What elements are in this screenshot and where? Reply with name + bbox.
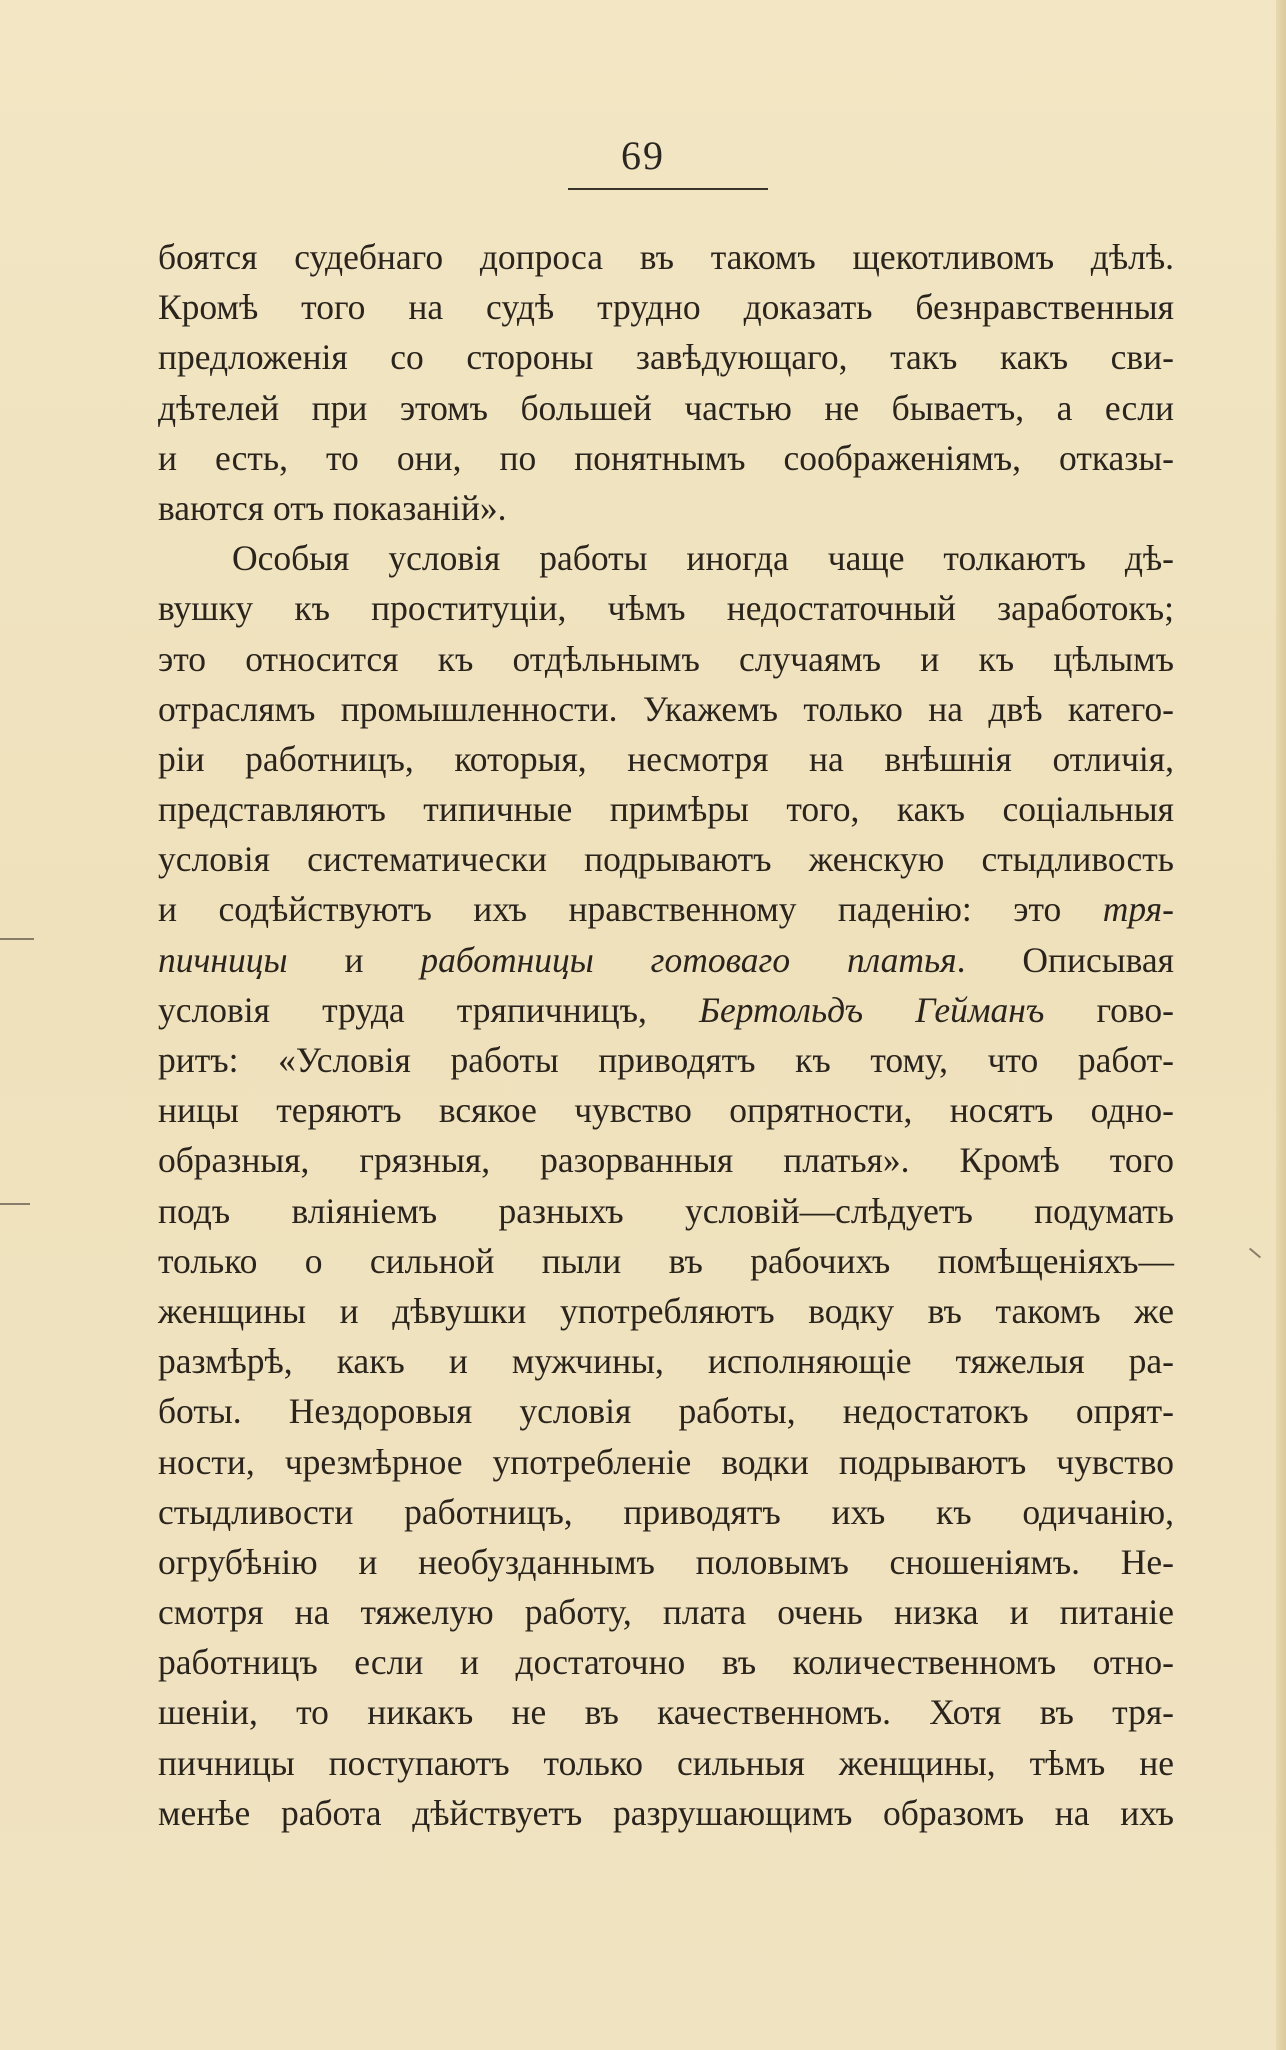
text-span: условія труда тряпичницъ, [158,989,700,1030]
text-line [158,684,1174,734]
text-line [158,884,1174,934]
body-text [158,232,1174,1838]
text-span: стыдливости работницъ, приводятъ ихъ къ одичанію, [158,1491,1174,1532]
text-line [158,1236,1174,1286]
text-span: образныя, грязныя, разорванныя платья». Кромѣ того [158,1140,1174,1181]
text-span: ріи работницъ, которыя, несмотря на внѣшнія отличія, [158,738,1174,779]
text-span: вушку къ проституціи, чѣмъ недостаточный заработокъ; [158,588,1174,629]
page-number: 69 [621,133,665,178]
text-line [158,935,1174,985]
text-line [158,1738,1174,1788]
text-span: размѣрѣ, какъ и мужчины, исполняющіе тяжелыя ра- [158,1341,1174,1382]
text-line [158,634,1174,684]
text-line [158,985,1174,1035]
text-line [158,1788,1174,1838]
text-line [158,1687,1174,1737]
text-span: Кромѣ того на судѣ трудно доказать безнравственныя [158,287,1174,328]
italic-span: работницы готоваго платья [420,939,957,980]
text-line [158,1587,1174,1637]
text-line [158,433,1174,483]
text-line [158,1487,1174,1537]
text-line [158,232,1174,282]
text-span: это относится къ отдѣльнымъ случаямъ и къ цѣлымъ [158,638,1174,679]
text-span: и есть, то они, по понятнымъ соображеніямъ, отказы- [158,437,1174,478]
text-line [158,784,1174,834]
text-span: подъ вліяніемъ разныхъ условій—слѣдуетъ подумать [158,1190,1174,1231]
text-span: пичницы поступаютъ только сильныя женщины, тѣмъ не [158,1742,1174,1783]
text-span: боты. Нездоровыя условія работы, недостатокъ опрят- [158,1391,1174,1432]
text-span: Особыя условія работы иногда чаще толкаютъ дѣ- [232,538,1174,579]
text-line [158,1537,1174,1587]
text-span: гово- [1044,989,1174,1030]
text-span: представляютъ типичные примѣры того, какъ соціальныя [158,789,1174,830]
header-rule [568,188,768,190]
text-line [158,734,1174,784]
text-span: смотря на тяжелую работу, плата очень низка и питаніе [158,1592,1174,1633]
margin-mark [1249,1248,1261,1259]
text-span: ритъ: «Условія работы приводятъ къ тому, что работ- [158,1040,1174,1080]
text-line [158,1437,1174,1487]
margin-mark [0,938,34,940]
text-span: менѣе работа дѣйствуетъ разрушающимъ образомъ на ихъ [158,1792,1174,1833]
text-span: предложенія со стороны завѣдующаго, такъ какъ сви- [158,337,1174,378]
text-line [158,282,1174,332]
italic-span: пичницы [158,939,288,980]
italic-span: тря- [1102,889,1174,930]
text-line [158,1286,1174,1336]
text-line [158,1186,1174,1236]
text-line [158,383,1174,433]
text-span: шеніи, то никакъ не въ качественномъ. Хотя въ тря- [158,1692,1174,1733]
text-line [158,834,1174,884]
text-span: боятся судебнаго допроса въ такомъ щекотливомъ дѣлѣ. [158,237,1174,277]
margin-mark [0,1203,30,1205]
text-line [158,1637,1174,1687]
text-line [158,533,1174,583]
text-span: женщины и дѣвушки употребляютъ водку въ такомъ же [158,1290,1174,1331]
text-span: и содѣйствуютъ ихъ нравственному паденію: это [158,889,1103,930]
text-span: отраслямъ промышленности. Укажемъ только на двѣ катего- [158,688,1174,729]
text-line [158,1135,1174,1185]
italic-span: Бертольдъ Гейманъ [699,989,1045,1030]
text-span: и [287,939,421,980]
text-line [158,1085,1174,1135]
text-span: работницъ если и достаточно въ количественномъ отно- [158,1642,1174,1683]
text-span: ницы теряютъ всякое чувство опрятности, носятъ одно- [158,1090,1174,1131]
text-line [158,483,1174,533]
text-span: ности, чрезмѣрное употребленіе водки подрываютъ чувство [158,1441,1174,1482]
text-span: только о сильной пыли въ рабочихъ помѣщеніяхъ— [158,1240,1174,1281]
text-line [158,583,1174,633]
text-line [158,332,1174,382]
text-line [158,1386,1174,1436]
text-span: огрубѣнію и необузданнымъ половымъ сношеніямъ. Не- [158,1541,1174,1582]
text-line [158,1035,1174,1085]
page-edge [1276,0,1286,2050]
text-span: . Описывая [956,939,1175,980]
text-span: условія систематически подрываютъ женскую стыдливость [158,839,1174,880]
text-span: дѣтелей при этомъ большей частью не бываетъ, а если [158,387,1174,428]
text-span: ваются отъ показаній». [158,487,507,528]
text-line [158,1336,1174,1386]
